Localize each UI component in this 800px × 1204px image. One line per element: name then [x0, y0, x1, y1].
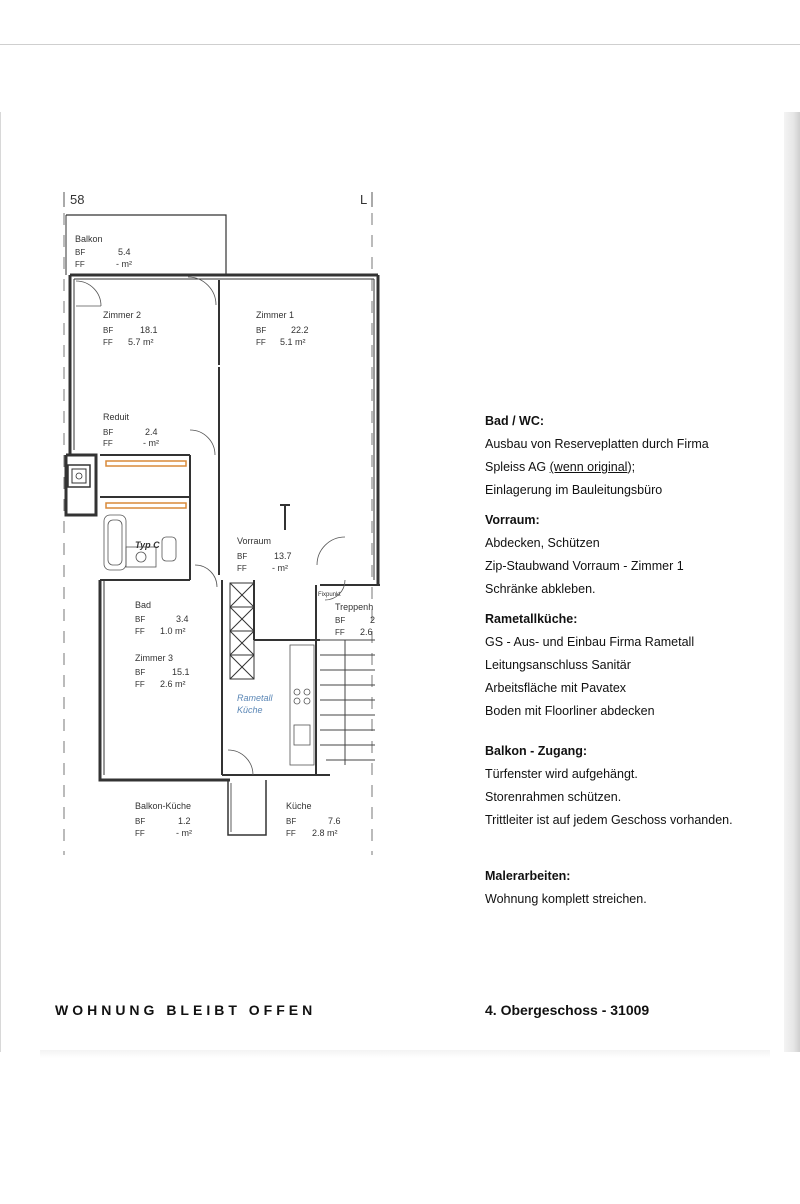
bf-label: BF — [135, 817, 146, 826]
shaft-box — [68, 465, 90, 487]
room-bf-treppenhaus: 2 — [370, 615, 376, 625]
outer-walls-thin — [74, 279, 374, 775]
room-name-vorraum: Vorraum — [237, 536, 272, 546]
balkon-kueche — [228, 780, 266, 835]
stairwell — [320, 640, 375, 765]
ff-label: FF — [135, 627, 145, 636]
room-bf-kueche: 7.6 — [328, 816, 341, 826]
room-ff-balkon: - m² — [116, 259, 132, 269]
room-ff-bad: 1.0 m² — [160, 626, 186, 636]
ff-label: FF — [135, 829, 145, 838]
ff-label: FF — [335, 628, 345, 637]
notes-vorraum-line: Abdecken, Schützen — [485, 536, 600, 550]
room-bf-bad: 3.4 — [176, 614, 189, 624]
axis-label-58: 58 — [70, 192, 85, 207]
room-bf-balkon-kueche: 1.2 — [178, 816, 191, 826]
notes-maler-heading: Malerarbeiten: — [485, 869, 571, 883]
room-name-balkon-kueche: Balkon-Küche — [135, 801, 192, 811]
page-right-edge — [784, 112, 800, 1052]
room-bf-zimmer-1: 22.2 — [291, 325, 309, 335]
bf-label: BF — [103, 326, 114, 335]
notes-vorraum-line: Zip-Staubwand Vorraum - Zimmer 1 — [485, 559, 684, 573]
notes-bad-underlined: (wenn original — [549, 460, 628, 474]
notes-bad-heading: Bad / WC: — [485, 414, 545, 428]
room-bf-zimmer-2: 18.1 — [140, 325, 158, 335]
door-swings — [76, 277, 345, 775]
room-ff-zimmer-3: 2.6 m² — [160, 679, 186, 689]
notes-kueche-heading: Rametallküche: — [485, 612, 578, 626]
ff-label: FF — [103, 439, 113, 448]
notes-bad-line — [485, 456, 785, 479]
room-name-zimmer-3: Zimmer 3 — [135, 653, 173, 663]
room-ff-kueche: 2.8 m² — [312, 828, 338, 838]
notes-maler — [485, 865, 785, 911]
shaft-x-boxes — [230, 583, 254, 679]
bf-label: BF — [256, 326, 267, 335]
ff-label: FF — [75, 260, 85, 269]
room-ff-vorraum: - m² — [272, 563, 288, 573]
notes-kueche-line: Boden mit Floorliner abdecken — [485, 704, 655, 718]
room-bf-zimmer-3: 15.1 — [172, 667, 190, 677]
bf-label: BF — [237, 552, 248, 561]
notes-kueche-line: Leitungsanschluss Sanitär — [485, 658, 631, 672]
room-name-zimmer-1: Zimmer 1 — [256, 310, 294, 320]
bf-label: BF — [103, 428, 114, 437]
notes-balkon-line: Türfenster wird aufgehängt. — [485, 767, 638, 781]
kitchen-fixtures — [290, 645, 314, 765]
axis-label-l: L — [360, 192, 368, 207]
ff-label: FF — [135, 680, 145, 689]
notes-balkon — [485, 740, 785, 832]
fixpunkt-label: Fixpunkt — [318, 592, 341, 598]
room-bf-vorraum: 13.7 — [274, 551, 292, 561]
room-ff-balkon-kueche: - m² — [176, 828, 192, 838]
floor-label: 4. Obergeschoss - 31009 — [485, 1002, 650, 1018]
room-ff-treppenhaus: 2.6 — [360, 627, 373, 637]
floor-plan — [0, 185, 470, 875]
ff-label: FF — [256, 338, 266, 347]
ff-label: FF — [103, 338, 113, 347]
bf-label: BF — [75, 248, 86, 257]
room-ff-zimmer-2: 5.7 m² — [128, 337, 154, 347]
room-name-treppenhaus: Treppenh — [335, 602, 374, 612]
notes-kueche — [485, 608, 785, 723]
ff-label: FF — [237, 564, 247, 573]
bf-label: BF — [135, 615, 146, 624]
room-name-zimmer-2: Zimmer 2 — [103, 310, 141, 320]
room-name-bad: Bad — [135, 600, 152, 610]
apartment-status: WOHNUNG BLEIBT OFFEN — [55, 1002, 317, 1018]
ff-label: FF — [286, 829, 296, 838]
notes-vorraum-line: Schränke abkleben. — [485, 582, 596, 596]
notes-vorraum — [485, 509, 785, 601]
notes-maler-line: Wohnung komplett streichen. — [485, 892, 647, 906]
top-divider — [0, 44, 800, 45]
notes-balkon-line: Trittleiter ist auf jedem Geschoss vorhanden. — [485, 813, 733, 827]
notes-kueche-line: Arbeitsfläche mit Pavatex — [485, 681, 627, 695]
notes-balkon-line: Storenrahmen schützen. — [485, 790, 622, 804]
reserve-panels — [106, 461, 186, 508]
notes-bad-text: ); — [627, 460, 636, 474]
kitchen-label-rametall: Rametall — [237, 693, 273, 703]
notes-bad — [485, 410, 785, 502]
notes-bad-line: Ausbau von Reserveplatten durch Firma — [485, 437, 709, 451]
notes-bad-text: Spleiss AG — [485, 460, 550, 474]
typ-c-label: Typ C — [135, 540, 160, 550]
room-bf-balkon: 5.4 — [118, 247, 131, 257]
notes-balkon-heading: Balkon - Zugang: — [485, 744, 588, 758]
bf-label: BF — [286, 817, 297, 826]
page-bottom-shadow — [40, 1050, 770, 1058]
room-ff-zimmer-1: 5.1 m² — [280, 337, 306, 347]
balkon-area — [66, 215, 226, 275]
room-ff-reduit: - m² — [143, 438, 159, 448]
room-bf-reduit: 2.4 — [145, 427, 158, 437]
bf-label: BF — [335, 616, 346, 625]
notes-bad-line: Einlagerung im Bauleitungsbüro — [485, 483, 663, 497]
kitchen-label-kueche: Küche — [237, 705, 263, 715]
work-notes — [485, 410, 785, 918]
room-name-kueche: Küche — [286, 801, 312, 811]
room-name-balkon: Balkon — [75, 234, 103, 244]
bf-label: BF — [135, 668, 146, 677]
notes-vorraum-heading: Vorraum: — [485, 513, 540, 527]
room-name-reduit: Reduit — [103, 412, 130, 422]
notes-kueche-line: GS - Aus- und Einbau Firma Rametall — [485, 635, 695, 649]
